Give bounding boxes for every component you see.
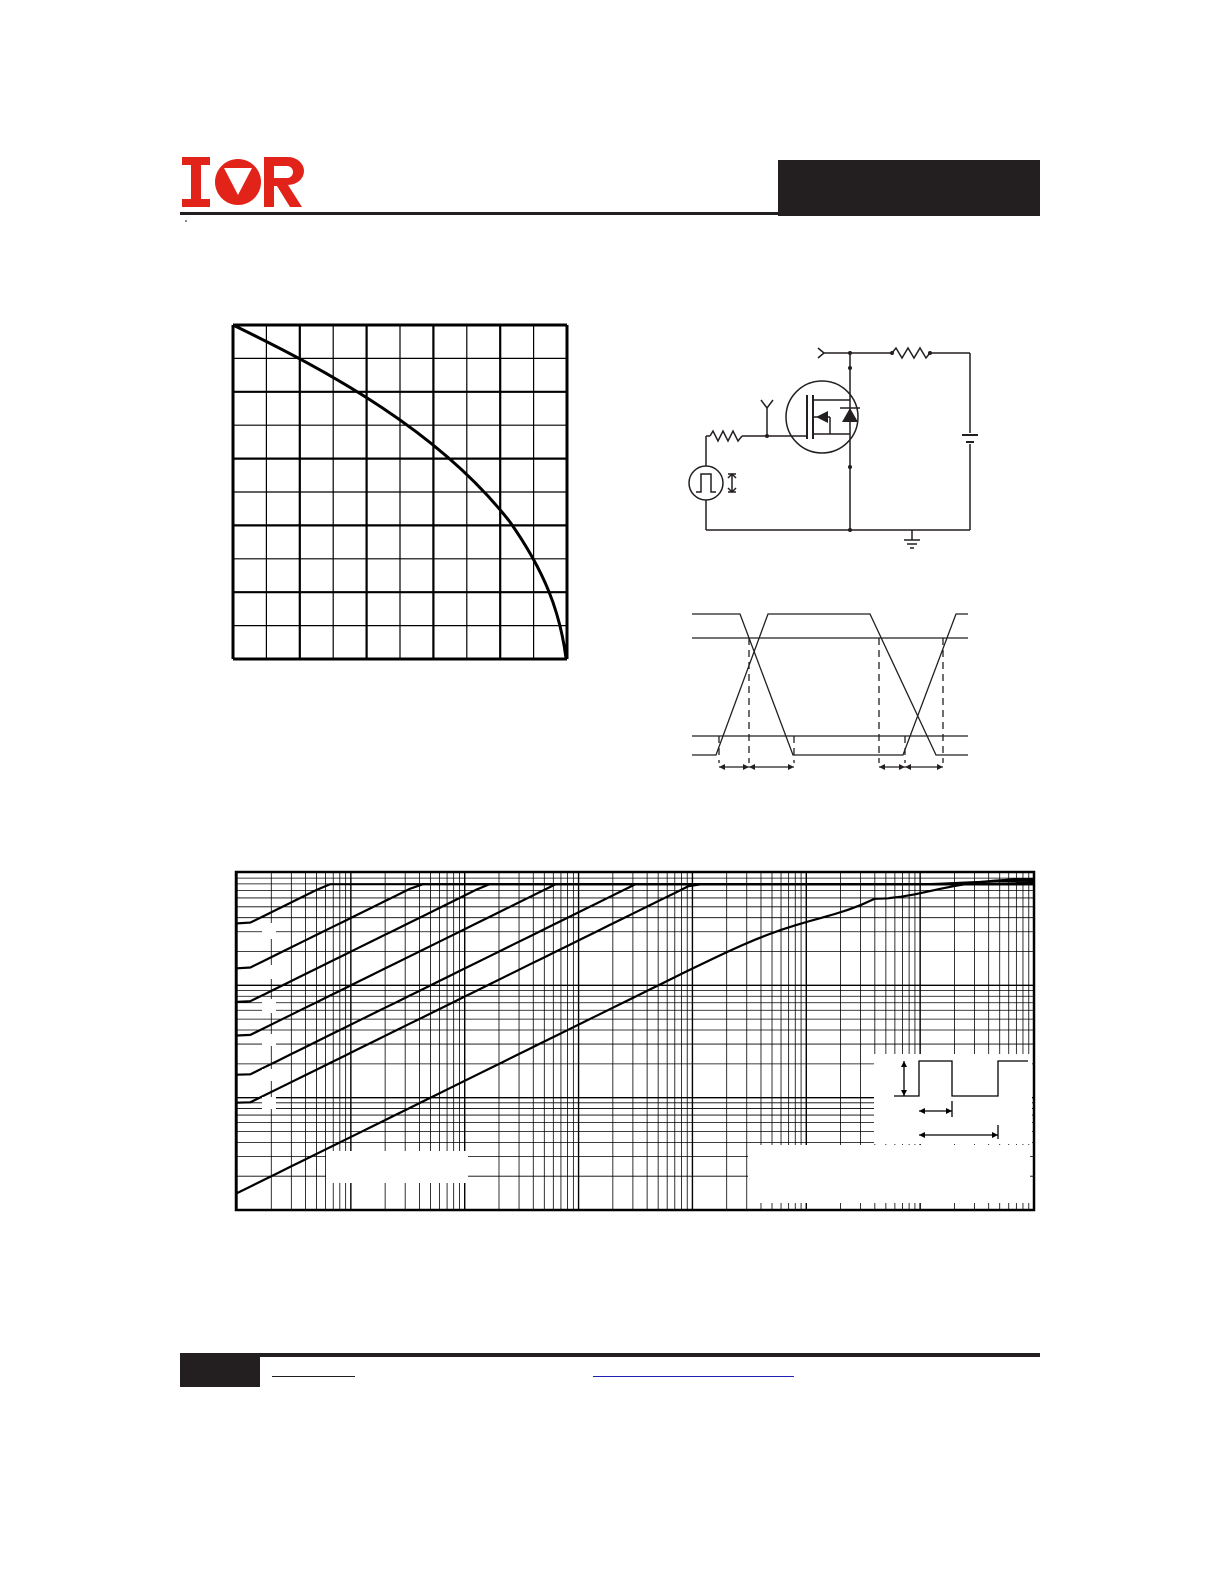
legend-box-left [326,1151,468,1183]
page-number-tab [180,1357,260,1387]
part-number-tab [778,160,1040,216]
footer-link-underline[interactable] [593,1376,794,1377]
footer-underline-left [272,1376,355,1377]
series-curve-1 [237,881,1034,924]
header-mark [185,220,187,222]
figure-d-log-plot [234,869,1036,1213]
figure-a-grid-chart [230,322,572,664]
header-rule [180,212,780,215]
duty-cycle-inset [874,1054,1032,1144]
gate-resistor [710,431,742,441]
legend-box-right [748,1145,1030,1203]
figure-c-switching-waveforms [688,605,973,775]
figure-b-test-circuit [670,340,980,555]
series-curve-3 [237,884,1034,1002]
ir-logo [180,155,306,211]
pulse-generator [689,466,723,500]
footer-rule [180,1353,1040,1357]
load-resistor [892,348,930,358]
